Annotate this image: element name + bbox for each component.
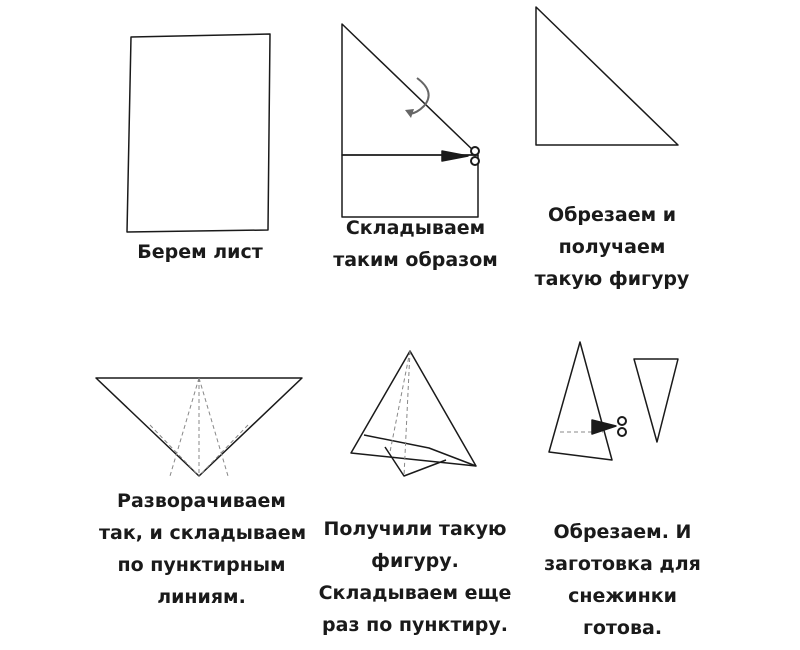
caption-line: Берем лист: [137, 241, 263, 263]
caption-line: получаем: [558, 236, 666, 258]
paper-sheet: [127, 34, 270, 232]
final-blank: [549, 342, 678, 460]
step-5-caption: [310, 513, 520, 641]
caption-line: линиям.: [157, 586, 246, 608]
caption-line: такую фигуру: [534, 268, 690, 290]
caption-line: готова.: [582, 617, 663, 639]
step-1-caption: [110, 236, 290, 268]
step-2-caption: [318, 212, 513, 276]
caption-line: таким образом: [333, 249, 498, 271]
caption-line: по пунктирным: [117, 554, 286, 576]
caption-line: Складываем: [345, 217, 486, 239]
caption-line: раз по пунктиру.: [322, 614, 508, 636]
caption-line: Обрезаем. И: [553, 521, 692, 543]
snowflake-blank: [634, 359, 678, 442]
step-4-caption: [99, 485, 307, 613]
scissors-icon: [442, 147, 479, 165]
caption-line: Складываем еще: [318, 582, 512, 604]
folded-figure: [351, 351, 476, 476]
caption-line: Разворачиваем: [117, 490, 286, 512]
caption-line: так, и складываем: [99, 522, 307, 544]
cut-triangle: [536, 7, 678, 145]
caption-line: фигуру.: [371, 550, 459, 572]
folded-sheet: [342, 24, 479, 217]
unfolded-triangle: [96, 378, 302, 476]
caption-line: заготовка для: [544, 553, 701, 575]
step-3-caption: [517, 199, 707, 295]
caption-line: Получили такую: [323, 518, 507, 540]
step-6-caption: [525, 516, 720, 644]
scissors-icon: [592, 417, 626, 436]
caption-line: Обрезаем и: [547, 204, 677, 226]
fold-arrow-icon: [405, 78, 429, 118]
caption-line: снежинки: [568, 585, 677, 607]
